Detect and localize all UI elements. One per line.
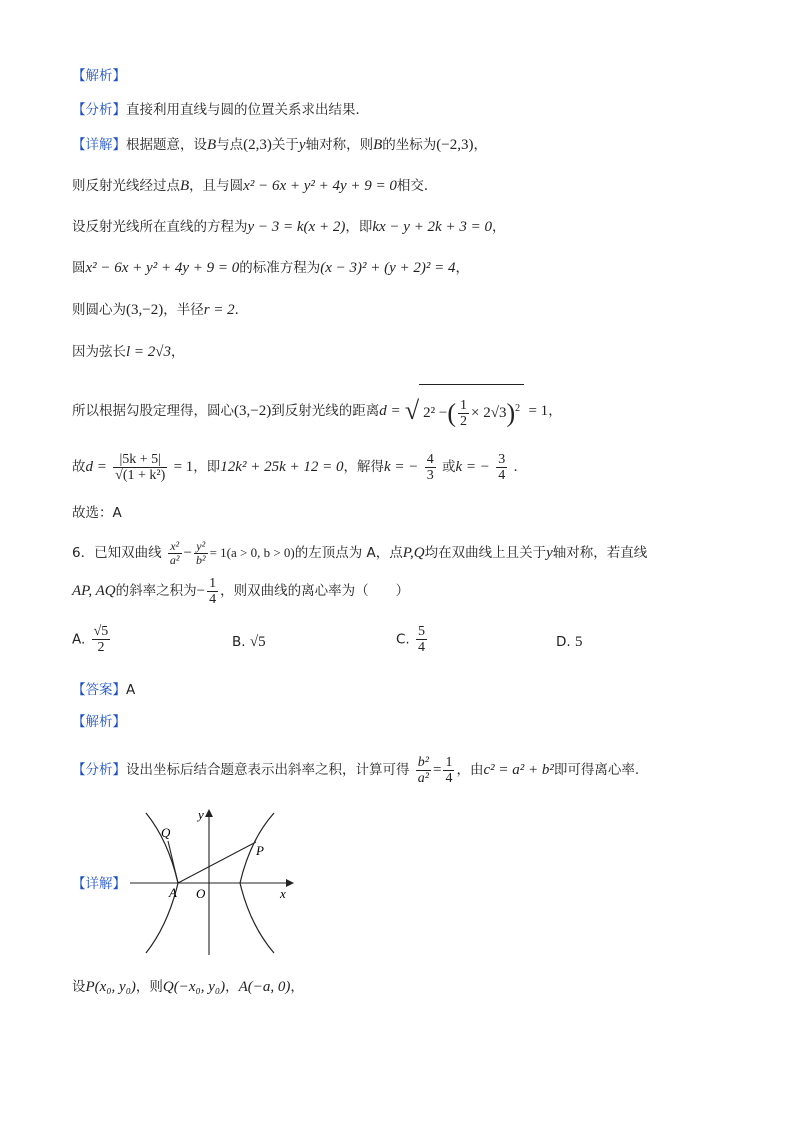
denominator: 2 (97, 640, 105, 655)
math: l = 2√3 (126, 344, 172, 360)
denominator: 4 (209, 591, 217, 607)
option-label: D. (556, 634, 571, 650)
final-line (72, 977, 304, 997)
radical-sign: √ (404, 395, 420, 425)
text: ，即 (345, 219, 373, 235)
denominator: a² (417, 770, 429, 786)
text: 轴对称，若直线 (552, 545, 648, 561)
math: c² = a² + b² (483, 762, 554, 778)
denominator: √(1 + k²) (115, 467, 166, 483)
text: ． (513, 459, 527, 475)
radicand (419, 384, 524, 438)
detail-line-7 (72, 384, 562, 438)
fraction (207, 576, 218, 607)
detail-line-2 (72, 176, 437, 196)
fraction (443, 755, 454, 786)
label-o: O (196, 886, 206, 901)
paren: ) (506, 398, 516, 428)
fraction (113, 452, 167, 483)
analysis-tag: 【分析】 (72, 102, 126, 118)
math: (x − 3)² + (y + 2)² = 4 (320, 260, 456, 276)
answer-value: A (126, 682, 136, 698)
numerator: 1 (445, 754, 453, 770)
text: ， (473, 137, 487, 153)
text: 即可得离心率. (553, 762, 640, 778)
fraction (168, 540, 182, 567)
text: 故 (72, 459, 86, 475)
denominator: 4 (418, 640, 426, 655)
text: 的标准方程为 (239, 260, 321, 276)
math: (2,3) (243, 137, 272, 153)
detail-tag: 【详解】 (72, 876, 126, 892)
text: ． (234, 302, 249, 318)
text: 所以根据勾股定理得，圆心 (72, 402, 234, 419)
fraction (496, 452, 507, 483)
math: y − 3 = k(x + 2) (247, 219, 346, 235)
math: kx − y + 2k + 3 = 0 (372, 219, 492, 235)
math: (3,−2) (234, 402, 272, 419)
detail-tag: 【详解】 (72, 137, 126, 153)
text: 的坐标为 (382, 137, 437, 153)
option-d[interactable] (556, 634, 582, 651)
detail-heading (72, 874, 126, 894)
fraction (416, 624, 427, 655)
numerator: √5 (93, 624, 109, 639)
math: d = (379, 402, 401, 419)
numerator: 4 (426, 451, 434, 467)
analysis-text: 直接利用直线与圆的位置关系求出结果． (126, 102, 369, 118)
analysis-line (72, 100, 369, 120)
label-a: A (169, 885, 177, 900)
label-q: Q (161, 825, 171, 840)
detail-line-6 (72, 342, 185, 362)
analysis-line-2 (72, 750, 639, 790)
math: Q(−x₀, y₀) (162, 979, 226, 995)
denominator: 2 (460, 414, 468, 430)
label-x: x (280, 886, 286, 901)
numerator: x² (168, 540, 182, 554)
math: P,Q (402, 545, 425, 561)
x-axis-arrow (286, 879, 294, 887)
text: 与点 (216, 137, 244, 153)
answer-tag: 【答案】 (72, 682, 126, 698)
numerator: 1 (209, 575, 217, 591)
detail-line-4 (72, 258, 469, 278)
fraction (425, 452, 436, 483)
math: A(−a, 0) (238, 979, 291, 995)
denominator: 4 (445, 770, 453, 786)
minus-sign: − (183, 545, 192, 561)
detail-line-8 (72, 445, 527, 489)
radical (405, 384, 524, 438)
exponent: 2 (515, 403, 521, 414)
text: 6．已知双曲线 (72, 545, 162, 561)
text: ，即 (193, 459, 221, 475)
math: x² − 6x + y² + 4y + 9 = 0 (243, 178, 397, 194)
text: ， (171, 344, 185, 360)
text: 或 (441, 459, 456, 475)
option-label: B. (232, 634, 246, 650)
math: = 1 (528, 402, 549, 419)
text: 到反射光线的距离 (271, 402, 380, 419)
math: − (196, 583, 206, 599)
label-y: y (198, 807, 204, 822)
numerator: 5 (418, 624, 426, 639)
text: ，解得 (343, 459, 384, 475)
text: ，则 (135, 979, 163, 995)
text: 的斜率之积为 (115, 583, 197, 599)
text: 设出坐标后结合题意表示出斜率之积，计算可得 (126, 762, 410, 778)
denominator: 4 (498, 467, 506, 483)
math: y (298, 137, 306, 153)
math: k = − (455, 459, 490, 475)
answer-line (72, 680, 135, 700)
math: = 1(a > 0, b > 0) (209, 545, 295, 560)
math: d = (85, 459, 107, 475)
fraction (416, 755, 431, 786)
math: AP, AQ (72, 583, 116, 599)
y-axis-arrow (205, 809, 213, 817)
text: ， (290, 979, 304, 995)
text: 则圆心为 (72, 302, 126, 318)
question-6-line-2 (72, 573, 409, 609)
numerator: 3 (498, 451, 506, 467)
text: 设 (72, 979, 86, 995)
math: = 1 (173, 459, 194, 475)
analysis-heading: 【解析】 (72, 68, 126, 84)
option-value: √5 (249, 634, 266, 650)
numerator: y² (194, 540, 208, 554)
math: (3,−2) (126, 302, 164, 318)
detail-line-3 (72, 217, 505, 237)
fraction (194, 540, 208, 567)
math: 12k² + 25k + 12 = 0 (220, 459, 344, 475)
math: = (433, 762, 442, 778)
option-c[interactable] (396, 624, 429, 655)
math: r = 2 (203, 302, 235, 318)
text: 圆 (72, 260, 86, 276)
text: 设反射光线所在直线的方程为 (72, 219, 248, 235)
math: B (373, 137, 383, 153)
label-p: P (256, 843, 264, 858)
text: 相交． (396, 178, 438, 194)
denominator: b² (195, 552, 206, 567)
fraction (92, 624, 111, 655)
denominator: 3 (426, 467, 434, 483)
numerator: |5k + 5| (113, 452, 167, 468)
text: ，半径 (163, 302, 204, 318)
line-aq (168, 841, 178, 883)
question-6-line-1 (72, 535, 647, 571)
text: ， (225, 979, 239, 995)
fraction (458, 398, 469, 429)
math: 2² − (423, 405, 448, 421)
paren: ( (447, 398, 457, 428)
text: ， (491, 219, 506, 235)
math: k = − (383, 459, 419, 475)
text: ，且与圆 (189, 178, 244, 194)
text: 则反射光线经过点 (72, 178, 180, 194)
text: 轴对称，则 (305, 137, 374, 153)
numerator: b² (417, 754, 429, 770)
math: B (180, 178, 190, 194)
text: ，则双曲线的离心率为（ ） (220, 583, 410, 599)
hyperbola-figure (128, 805, 298, 960)
math: (−2,3) (436, 137, 474, 153)
math: B (207, 137, 217, 153)
option-value: 5 (574, 634, 583, 650)
numerator: 1 (460, 398, 468, 414)
line-ap (178, 842, 256, 883)
math: × 2√3 (471, 405, 507, 421)
text: 的左顶点为 A，点 (294, 545, 403, 561)
text: 均在双曲线上且关于 (424, 545, 547, 561)
detail-line-5 (72, 300, 248, 320)
text: ，由 (456, 762, 484, 778)
analysis-heading-2: 【解析】 (72, 714, 126, 730)
option-label: C. (396, 631, 410, 648)
text: 根据题意，设 (126, 137, 207, 153)
text: ， (548, 402, 562, 419)
detail-line-1 (72, 135, 487, 155)
text: 因为弦长 (72, 344, 126, 360)
math: y (546, 545, 553, 561)
text: 关于 (271, 137, 299, 153)
denominator: a² (169, 552, 180, 567)
text: ， (455, 260, 470, 276)
analysis-tag: 【分析】 (72, 762, 126, 778)
option-b[interactable] (232, 634, 266, 651)
option-a[interactable] (72, 624, 112, 655)
option-label: A. (72, 631, 86, 648)
choice-line: 故选：A (72, 505, 122, 521)
math: P(x₀, y₀) (85, 979, 136, 995)
math: x² − 6x + y² + 4y + 9 = 0 (85, 260, 240, 276)
